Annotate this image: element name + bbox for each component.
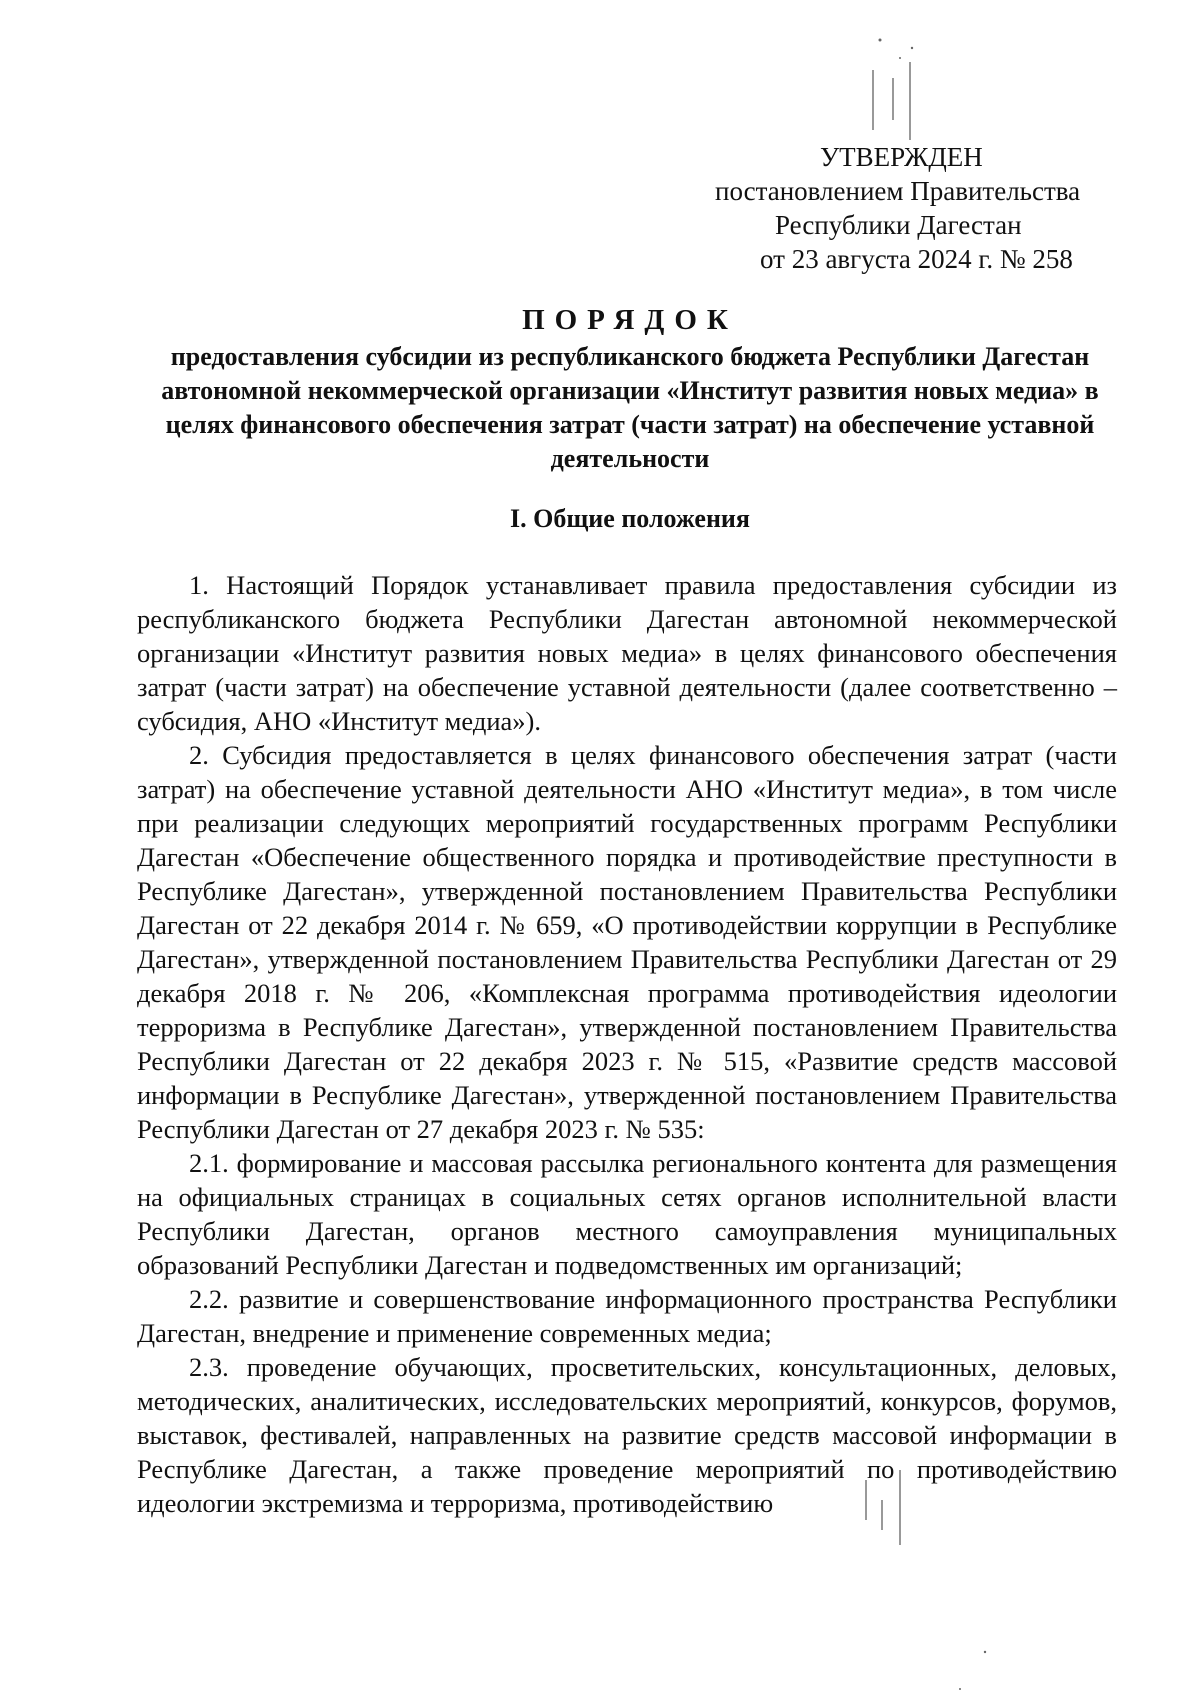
approval-line-republic: Республики Дагестан: [775, 210, 1022, 240]
paragraph-2-3: 2.3. проведение обучающих, просветительских, консультационных, деловых, методических, аналитических, исследовательских мероприятий, конкурсов, форумов, выставок, фестивалей, направленных на развитие средств массовой информации в Республике Дагестан, а также проведение мероприятий по противодействию идеологии экстремизма и терроризма, противодействию: [137, 1352, 1117, 1518]
paragraph-2-1: 2.1. формирование и массовая рассылка регионального контента для размещения на официальных страницах в социальных сетях органов исполнительной власти Республики Дагестан, органов местного самоуправления муниципальных образований Республики Дагестан и подведомственных им организаций;: [137, 1148, 1117, 1280]
document-subtitle: предоставления субсидии из республиканского бюджета Республики Дагестан автономной некоммерческой организации «Институт развития новых медиа» в целях финансового обеспечения затрат (части затрат) на обеспечение уставной деятельности: [161, 342, 1099, 473]
approval-line-approved: УТВЕРЖДЕН: [820, 142, 983, 172]
document-title: ПОРЯДОК: [522, 304, 738, 336]
approval-line-date: от 23 августа 2024 г. № 258: [760, 244, 1073, 274]
approval-stamp: [700, 140, 1120, 276]
approval-line-resolution: постановлением Правительства: [715, 176, 1081, 206]
paragraph-2-2: 2.2. развитие и совершенствование информационного пространства Республики Дагестан, внедрение и применение современных медиа;: [137, 1284, 1117, 1348]
section-heading: I. Общие положения: [510, 504, 750, 533]
paragraph-1: 1. Настоящий Порядок устанавливает правила предоставления субсидии из республиканского бюджета Республики Дагестан автономной некоммерческой организации «Институт развития новых медиа» в целях финансового обеспечения затрат (части затрат) на обеспечение уставной деятельности (далее соответственно – субсидия, АНО «Институт медиа»).: [137, 570, 1117, 736]
document-body: [137, 568, 1117, 1520]
paragraph-2: 2. Субсидия предоставляется в целях финансового обеспечения затрат (части затрат) на обеспечение уставной деятельности АНО «Институт медиа», в том числе при реализации следующих мероприятий государственных программ Республики Дагестан «Обеспечение общественного порядка и противодействие преступности в Республике Дагестан», утвержденной постановлением Правительства Республики Дагестан от 22 декабря 2014 г. № 659, «О противодействии коррупции в Республике Дагестан», утвержденной постановлением Правительства Республики Дагестан от 29 декабря 2018 г. № 206, «Комплексная программа противодействия идеологии терроризма в Республике Дагестан», утвержденной постановлением Правительства Республики Дагестан от 22 декабря 2023 г. № 515, «Развитие средств массовой информации в Республике Дагестан», утвержденной постановлением Правительства Республики Дагестан от 27 декабря 2023 г. № 535:: [137, 740, 1117, 1144]
